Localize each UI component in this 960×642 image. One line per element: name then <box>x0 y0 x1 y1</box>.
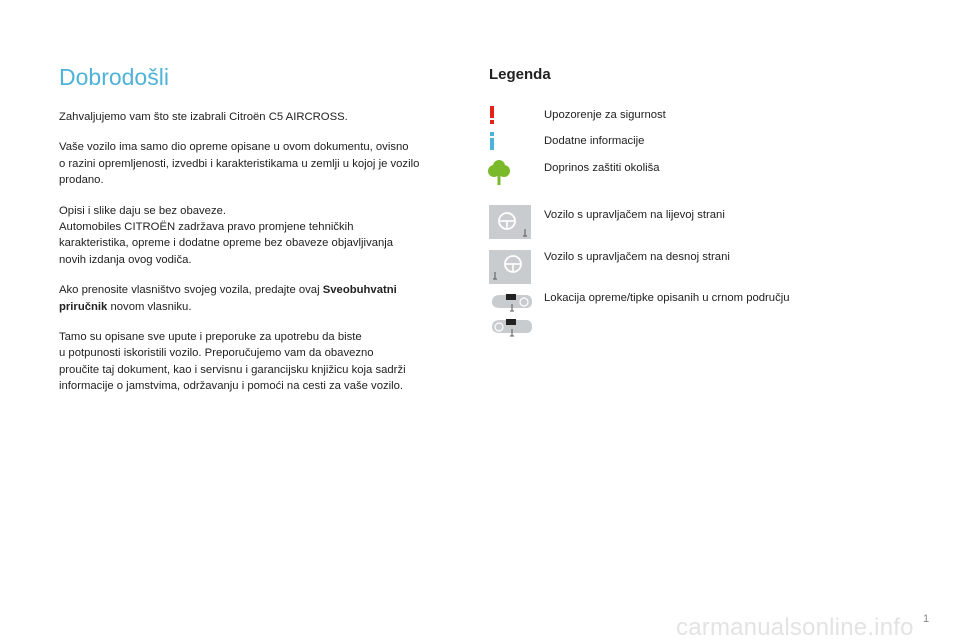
eco-tree-icon <box>487 158 511 186</box>
right-hand-drive-icon <box>489 250 531 284</box>
watermark: carmanualsonline.info <box>676 614 914 641</box>
intro-text <box>59 109 464 409</box>
page-number: 1 <box>923 613 930 625</box>
page-title: Dobrodošli <box>59 64 169 90</box>
legend-item-warning: Upozorenje za sigurnost <box>544 109 666 121</box>
paragraph-instructions: Tamo su opisane sve upute i preporuke za upotrebu da biste u potpunosti iskoristili vozilo. Preporučujemo vam da obavezno proučite taj dokument, kao i servisnu i garancijsku knjižicu koja sadrži informacije o jamstvima, održavanju i pomoći na cesti za vaše vozilo. <box>59 331 406 393</box>
paragraph-equipment: Vaše vozilo ima samo dio opreme opisane u ovom dokumentu, ovisno o razini opremljenosti, izvedbi i karakteristikama u zemlji u kojoj je vozilo prodano. <box>59 141 420 187</box>
legend-item-eco: Doprinos zaštiti okoliša <box>544 162 660 174</box>
paragraph-disclaimer: Opisi i slike daju se bez obaveze. Automobiles CITROËN zadržava pravo promjene tehničkih karakteristika, opreme i dodatne opreme bez obaveze objavljivanja novih izdanja ovog vodiča. <box>59 204 394 266</box>
left-hand-drive-icon <box>489 205 531 239</box>
warning-exclamation-icon <box>486 105 498 125</box>
paragraph-thanks: Zahvaljujemo vam što ste izabrali Citroën C5 AIRCROSS. <box>59 111 348 123</box>
legend-item-location: Lokacija opreme/tipke opisanih u crnom području <box>544 292 790 304</box>
info-icon <box>486 131 498 151</box>
legend-title: Legenda <box>489 66 551 83</box>
legend-item-right-drive: Vozilo s upravljačem na desnoj strani <box>544 251 730 263</box>
equipment-location-icon <box>490 291 534 313</box>
legend-item-left-drive: Vozilo s upravljačem na lijevoj strani <box>544 209 725 221</box>
paragraph-ownership: Ako prenosite vlasništvo svojeg vozila, predajte ovaj Sveobuhvatni priručnik novom vlasniku. <box>59 284 397 313</box>
legend-item-info: Dodatne informacije <box>544 135 645 147</box>
equipment-location-rhd-icon <box>490 316 534 338</box>
